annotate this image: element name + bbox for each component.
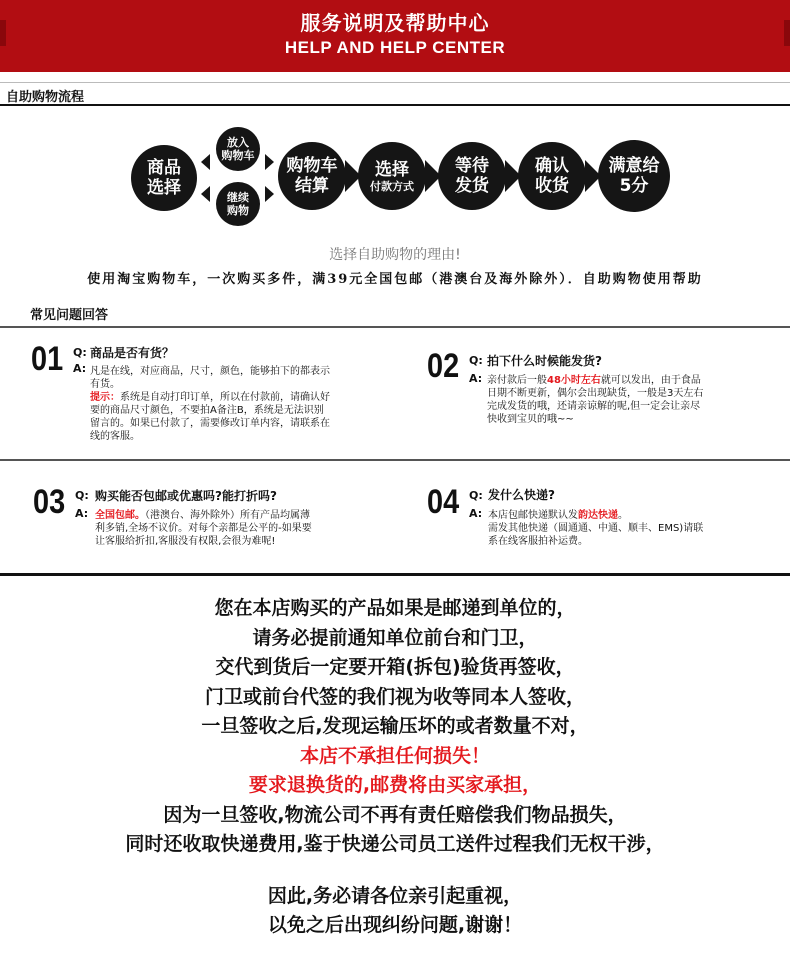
- faq-question: 拍下什么时候能发货?: [487, 354, 602, 368]
- step-payment-method: [358, 142, 426, 210]
- notice-line: 请务必提前通知单位前台和门卫，: [252, 626, 538, 649]
- notice-line: 一旦签收之后,发现运输压坏的或者数量不对，: [201, 715, 589, 737]
- q-mark: Q:: [75, 489, 89, 502]
- answer-line: 要的商品尺寸颜色，不要拍A备注B，系统是无法识别: [90, 405, 324, 416]
- faq-number: 01: [31, 340, 64, 378]
- divider: [0, 573, 790, 576]
- tip-label: 提示：: [90, 392, 120, 403]
- answer-line: 线的客服。: [90, 431, 140, 442]
- arrow-right-icon: [265, 186, 274, 202]
- header-banner: [0, 0, 790, 72]
- arrow-left-icon: [201, 186, 210, 202]
- header-title-en: HELP AND HELP CENTER: [284, 38, 506, 57]
- divider: [0, 459, 790, 461]
- faq-question: 发什么快递?: [488, 488, 555, 502]
- answer-text: 本店包邮快递默认发: [488, 510, 578, 521]
- answer-line: 利多销,全场不议价。对每个亲都是公平的-如果要: [95, 523, 312, 534]
- answer-line: 有货。: [90, 379, 120, 390]
- answer-line: 凡是在线，对应商品，尺寸，颜色，能够拍下的都表示: [90, 366, 330, 377]
- a-mark: A:: [75, 507, 89, 520]
- step-rate-score: 5分: [619, 176, 649, 196]
- answer-highlight: 全国包邮。: [95, 510, 145, 521]
- step-confirm-receipt: 确认 收货: [518, 142, 586, 210]
- q-mark: Q:: [469, 489, 483, 502]
- step-payment-sub: 付款方式: [370, 179, 414, 193]
- answer-line: [488, 509, 778, 522]
- a-mark: A:: [73, 362, 87, 375]
- reason-title: 选择自助购物的理由!: [329, 247, 461, 263]
- notice-line: 以免之后出现纠纷问题,谢谢！: [267, 914, 523, 936]
- answer-text: 。: [618, 510, 628, 521]
- header-title-cn: 服务说明及帮助中心: [300, 11, 490, 35]
- faq-number: 02: [427, 347, 460, 385]
- answer-line: 留言的。如果已付款了，需要修改订单内容，请联系在: [90, 418, 330, 429]
- faq-number: 03: [33, 483, 66, 521]
- faq-title: 常见问题回答: [30, 308, 109, 323]
- step-cart-checkout: 购物车 结算: [278, 142, 346, 210]
- arrow-left-icon: [201, 154, 210, 170]
- answer-line: 系在线客服拍补运费。: [488, 536, 588, 547]
- tip-text: 系统是自动打印订单，所以在付款前，请确认好: [120, 392, 330, 403]
- answer-line: 让客服给折扣,客服没有权限,会很为难呢!: [95, 536, 276, 547]
- notice-line: 交代到货后一定要开箱(拆包)验货再签收，: [215, 656, 575, 678]
- faq-answer: [95, 509, 395, 548]
- reason-text: 使用淘宝购物车，一次购买多件，满39元全国包邮（港澳台及海外除外）．自助购物使用帮助: [87, 272, 703, 287]
- answer-highlight: 48小时左右: [547, 375, 601, 386]
- faq-answer: [487, 374, 777, 426]
- section-flow-header: [0, 82, 790, 106]
- a-mark: A:: [469, 507, 483, 520]
- answer-text: 亲付款后一般: [487, 375, 547, 386]
- notice-spacer: [0, 860, 790, 882]
- answer-line: 需发其他快递（圆通通、中通、顺丰、EMS)请联: [488, 523, 704, 534]
- answer-line: 日期不断更新，偶尔会出现缺货，一般是3天左右: [487, 388, 704, 399]
- step-rate-label: 满意给: [608, 156, 660, 176]
- faq-number: 04: [427, 483, 460, 521]
- answer-highlight: 韵达快递: [578, 510, 618, 521]
- answer-line: [487, 374, 777, 387]
- faq-answer: [488, 509, 778, 548]
- notice-line-warning: 要求退换货的,邮费将由买家承担，: [248, 774, 542, 796]
- faq-question: 商品是否有货？: [90, 346, 175, 360]
- answer-text: 就可以发出，由于食品: [600, 375, 701, 386]
- faq-answer: [90, 365, 390, 443]
- notice-line: 因此,务必请各位亲引起重视，: [267, 884, 523, 907]
- step-wait-shipping: 等待 发货: [438, 142, 506, 210]
- arrow-right-icon: [265, 154, 274, 170]
- answer-text: （港澳台、海外除外）所有产品均属薄: [145, 510, 310, 521]
- delivery-notice: [0, 594, 790, 941]
- divider: [0, 326, 790, 328]
- answer-line: [95, 509, 395, 522]
- a-mark: A:: [469, 372, 483, 385]
- q-mark: Q:: [469, 354, 483, 367]
- notice-line: 您在本店购买的产品如果是邮递到单位的，: [214, 597, 576, 619]
- notice-line: 门卫或前台代签的我们视为收等同本人签收，: [204, 685, 585, 708]
- section-flow-title: 自助购物流程: [6, 90, 85, 105]
- faq-question: 购买能否包邮或优惠吗?能打折吗?: [95, 489, 277, 503]
- step-select-product: 商品 选择: [131, 145, 197, 211]
- answer-line: [90, 391, 390, 404]
- step-rate-five-stars: [598, 140, 670, 212]
- notice-line: 同时还收取快递费用,鉴于快递公司员工送件过程我们无权干涉，: [125, 833, 665, 855]
- answer-line: 完成发货的哦，还请亲谅解的呢,但一定会让亲尽: [487, 401, 701, 412]
- step-payment-label: 选择: [375, 159, 409, 180]
- q-mark: Q:: [73, 346, 87, 359]
- notice-line-warning: 本店不承担任何损失！: [299, 744, 490, 767]
- step-continue-shopping: 继续 购物: [216, 182, 260, 226]
- step-add-cart: 放入 购物车: [216, 127, 260, 171]
- answer-line: 快收到宝贝的哦~~: [487, 414, 574, 425]
- notice-line: 因为一旦签收,物流公司不再有责任赔偿我们物品损失，: [163, 803, 627, 826]
